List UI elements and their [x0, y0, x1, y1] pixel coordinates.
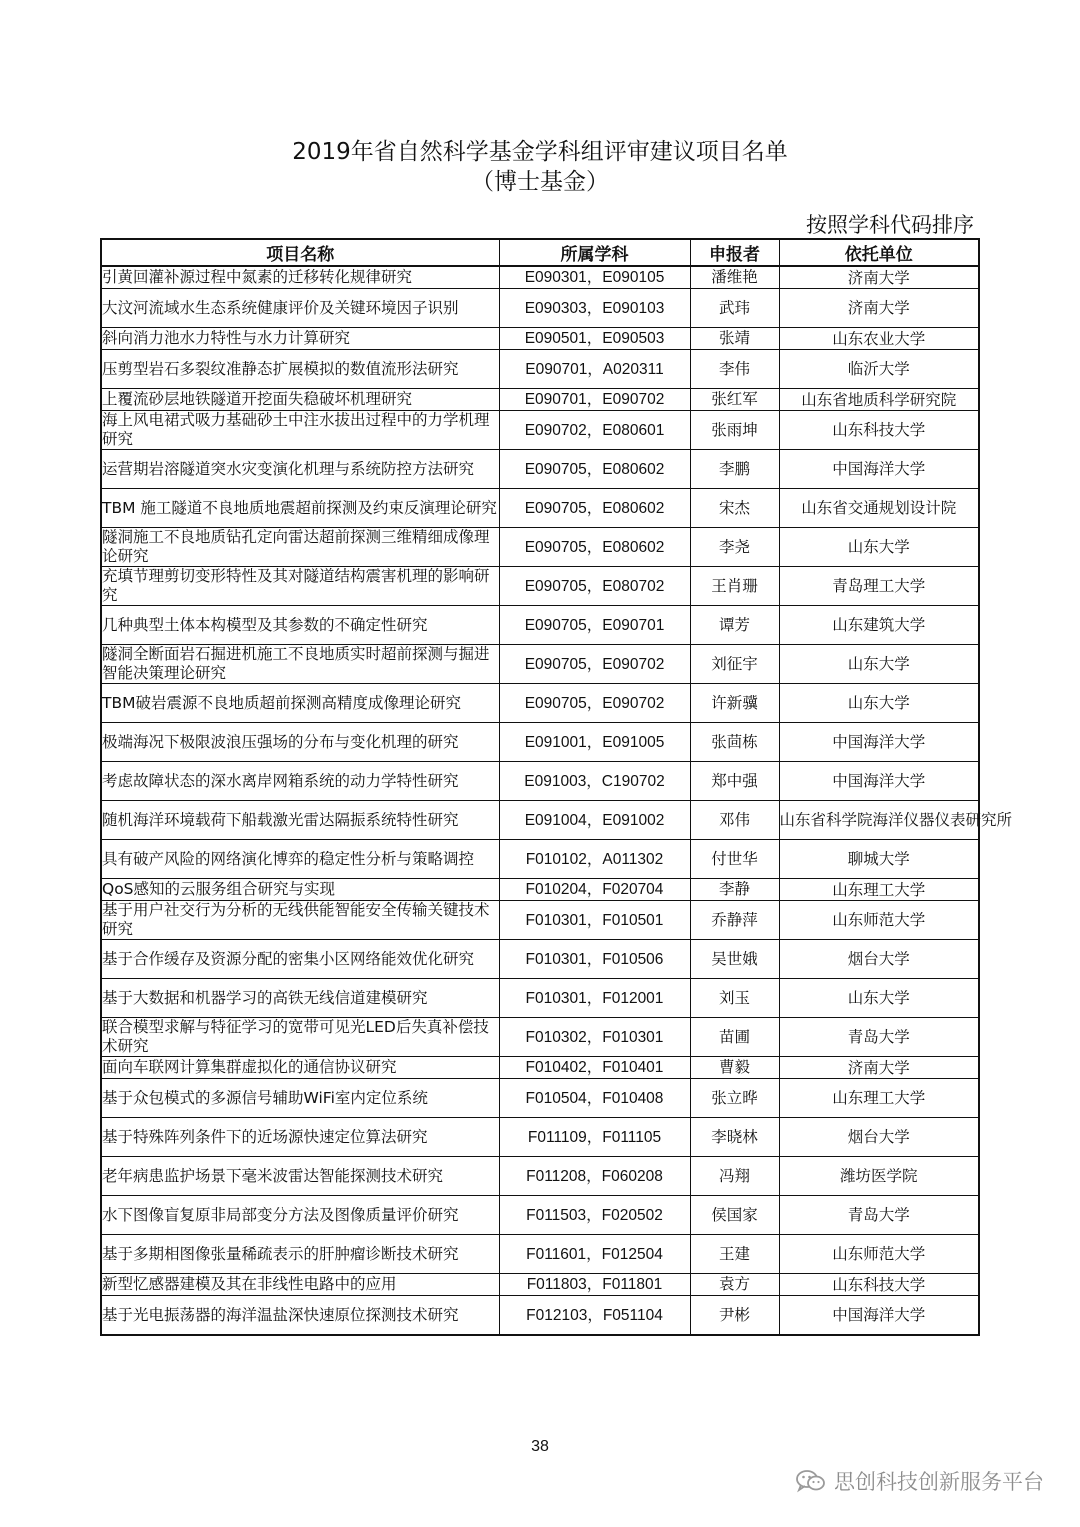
subject-code-cell: E090301，E090105	[499, 266, 690, 289]
unit-cell	[779, 1296, 979, 1336]
unit-cell-text: 山东大学	[847, 655, 910, 673]
unit-cell-text: 烟台大学	[847, 950, 910, 968]
applicant-cell: 侯国家	[690, 1196, 779, 1235]
unit-cell	[779, 350, 979, 389]
unit-cell	[779, 1018, 979, 1057]
subject-code-cell: F010302，F010301	[499, 1018, 690, 1057]
table-row	[101, 901, 979, 940]
project-name-cell-text: 基于合作缓存及资源分配的密集小区网络能效优化研究	[102, 949, 475, 968]
unit-cell-text: 山东大学	[847, 538, 910, 556]
project-name-cell-text: 面向车联网计算集群虚拟化的通信协议研究	[102, 1058, 397, 1076]
applicant-cell: 刘征宇	[690, 645, 779, 684]
applicant-cell: 谭芳	[690, 606, 779, 645]
unit-cell	[779, 684, 979, 723]
applicant-cell: 李静	[690, 879, 779, 901]
header-applicant: 申报者	[690, 239, 779, 266]
unit-cell-text: 山东省科学院海洋仪器仪表研究所	[779, 811, 1013, 829]
subject-code-cell: E090701，E090702	[499, 389, 690, 411]
document-title: 2019年省自然科学基金学科组评审建议项目名单	[292, 139, 788, 165]
project-name-cell	[101, 1196, 499, 1235]
project-name-cell-text: 隧洞全断面岩石掘进机施工不良地质实时超前探测与掘进智能决策理论研究	[102, 645, 490, 682]
unit-cell-text: 中国海洋大学	[832, 733, 926, 751]
unit-cell	[779, 1118, 979, 1157]
project-name-cell	[101, 328, 499, 350]
unit-cell	[779, 840, 979, 879]
unit-cell-text: 济南大学	[847, 1058, 910, 1077]
header-unit: 依托单位	[779, 239, 979, 266]
subject-code-cell: E090501，E090503	[499, 328, 690, 350]
project-name-cell	[101, 1118, 499, 1157]
header-project-name: 项目名称	[101, 239, 499, 266]
unit-cell-text: 山东大学	[847, 694, 910, 712]
project-name-cell-text: QoS感知的云服务组合研究与实现	[102, 880, 336, 898]
page-number: 38	[531, 1438, 549, 1455]
applicant-cell: 李伟	[690, 350, 779, 389]
project-name-cell-text: 几种典型土体本构模型及其参数的不确定性研究	[102, 615, 428, 634]
applicant-cell: 潘维艳	[690, 266, 779, 289]
table-row	[101, 1018, 979, 1057]
unit-cell-text: 中国海洋大学	[832, 460, 926, 478]
project-name-cell	[101, 1018, 499, 1057]
project-name-cell-text: 考虑故障状态的深水离岸网箱系统的动力学特性研究	[102, 771, 459, 790]
project-name-cell-text: 基于多期相图像张量稀疏表示的肝肿瘤诊断技术研究	[102, 1244, 459, 1263]
project-name-cell-text: TBM破岩震源不良地质超前探测高精度成像理论研究	[102, 693, 461, 712]
applicant-cell: 张雨坤	[690, 411, 779, 450]
subject-code-cell: F011109，F011105	[499, 1118, 690, 1157]
applicant-cell: 张立晔	[690, 1079, 779, 1118]
applicant-cell: 刘玉	[690, 979, 779, 1018]
unit-cell	[779, 606, 979, 645]
applicant-cell: 李尧	[690, 528, 779, 567]
unit-cell	[779, 1057, 979, 1079]
project-name-cell	[101, 1157, 499, 1196]
project-name-cell	[101, 879, 499, 901]
table-row	[101, 450, 979, 489]
header-subject: 所属学科	[499, 239, 690, 266]
unit-cell	[779, 489, 979, 528]
table-row	[101, 723, 979, 762]
project-name-cell	[101, 350, 499, 389]
subject-code-cell: F010204，F020704	[499, 879, 690, 901]
unit-cell	[779, 979, 979, 1018]
applicant-cell: 武玮	[690, 289, 779, 328]
unit-cell-text: 青岛大学	[847, 1206, 910, 1224]
table-row	[101, 645, 979, 684]
table-header-row	[101, 239, 979, 266]
project-name-cell	[101, 489, 499, 528]
project-name-cell-text: 运营期岩溶隧道突水灾变演化机理与系统防控方法研究	[102, 459, 475, 478]
unit-cell-text: 山东师范大学	[832, 1245, 926, 1263]
project-name-cell-text: 随机海洋环境载荷下船载激光雷达隔振系统特性研究	[102, 810, 459, 829]
project-name-cell-text: 基于用户社交行为分析的无线供能智能安全传输关键技术研究	[102, 901, 490, 938]
unit-cell	[779, 879, 979, 901]
applicant-cell: 张茴栋	[690, 723, 779, 762]
applicant-cell: 王建	[690, 1235, 779, 1274]
project-name-cell	[101, 266, 499, 289]
table-row	[101, 762, 979, 801]
project-name-cell	[101, 1057, 499, 1079]
subject-code-cell: E091001，E091005	[499, 723, 690, 762]
project-name-cell	[101, 606, 499, 645]
unit-cell	[779, 1274, 979, 1296]
table-row	[101, 940, 979, 979]
project-name-cell-text: 联合模型求解与特征学习的宽带可见光LED后失真补偿技术研究	[102, 1018, 489, 1055]
table-row	[101, 489, 979, 528]
table-row	[101, 1157, 979, 1196]
project-name-cell	[101, 1235, 499, 1274]
table-row	[101, 567, 979, 606]
table-row	[101, 684, 979, 723]
subject-code-cell: E090705，E080602	[499, 528, 690, 567]
applicant-cell: 宋杰	[690, 489, 779, 528]
applicant-cell: 吴世娥	[690, 940, 779, 979]
unit-cell-text: 山东建筑大学	[832, 616, 926, 634]
watermark-text: 思创科技创新服务平台	[834, 1470, 1044, 1494]
applicant-cell: 郑中强	[690, 762, 779, 801]
applicant-cell: 王肖珊	[690, 567, 779, 606]
project-name-cell-text: 具有破产风险的网络演化博弈的稳定性分析与策略调控	[102, 849, 475, 868]
unit-cell-text: 青岛理工大学	[832, 577, 926, 595]
unit-cell	[779, 801, 1013, 840]
table-row	[101, 979, 979, 1018]
project-name-cell-text: TBM 施工隧道不良地质地震超前探测及约束反演理论研究	[102, 498, 497, 517]
subject-code-cell: F011503，F020502	[499, 1196, 690, 1235]
unit-cell-text: 济南大学	[847, 299, 910, 317]
subject-code-cell: E090705，E080602	[499, 489, 690, 528]
subject-code-cell: E090705，E080602	[499, 450, 690, 489]
project-name-cell	[101, 762, 499, 801]
project-name-cell	[101, 940, 499, 979]
subject-code-cell: F010102，A011302	[499, 840, 690, 879]
unit-cell	[779, 1235, 979, 1274]
applicant-cell: 付世华	[690, 840, 779, 879]
subject-code-cell: F010301，F010506	[499, 940, 690, 979]
project-name-cell-text: 隧洞施工不良地质钻孔定向雷达超前探测三维精细成像理论研究	[102, 528, 490, 565]
unit-cell-text: 中国海洋大学	[832, 1306, 926, 1324]
project-name-cell-text: 大汶河流域水生态系统健康评价及关键环境因子识别	[102, 298, 459, 317]
applicant-cell: 李晓林	[690, 1118, 779, 1157]
table-row	[101, 1118, 979, 1157]
table-row	[101, 389, 979, 411]
project-name-cell	[101, 389, 499, 411]
table-row	[101, 801, 979, 840]
subject-code-cell: E091004，E091002	[499, 801, 690, 840]
subject-code-cell: F011601，F012504	[499, 1235, 690, 1274]
unit-cell-text: 聊城大学	[847, 850, 910, 868]
unit-cell	[779, 450, 979, 489]
project-name-cell-text: 斜向消力池水力特性与水力计算研究	[102, 329, 351, 347]
applicant-cell: 曹毅	[690, 1057, 779, 1079]
unit-cell-text: 山东理工大学	[832, 880, 926, 899]
sort-note: 按照学科代码排序	[806, 213, 974, 237]
project-name-cell-text: 引黄回灌补源过程中氮素的迁移转化规律研究	[102, 268, 413, 286]
table-row	[101, 1296, 979, 1336]
subject-code-cell: F010402，F010401	[499, 1057, 690, 1079]
document-subtitle: （博士基金）	[471, 169, 609, 195]
table-body	[101, 266, 1013, 1335]
unit-cell	[779, 901, 979, 940]
project-name-cell	[101, 1079, 499, 1118]
table-row	[101, 840, 979, 879]
unit-cell-text: 青岛大学	[847, 1028, 910, 1046]
project-name-cell	[101, 1274, 499, 1296]
unit-cell-text: 中国海洋大学	[832, 772, 926, 790]
unit-cell-text: 山东科技大学	[832, 1275, 926, 1294]
project-name-cell	[101, 411, 499, 450]
subject-code-cell: F011803，F011801	[499, 1274, 690, 1296]
applicant-cell: 冯翔	[690, 1157, 779, 1196]
unit-cell	[779, 528, 979, 567]
table-row	[101, 1057, 979, 1079]
project-table	[100, 238, 1013, 1336]
project-name-cell-text: 水下图像盲复原非局部变分方法及图像质量评价研究	[102, 1205, 459, 1224]
subject-code-cell: F011208，F060208	[499, 1157, 690, 1196]
subject-code-cell: F010504，F010408	[499, 1079, 690, 1118]
project-name-cell	[101, 645, 499, 684]
wechat-icon	[796, 1469, 826, 1493]
project-name-cell-text: 基于大数据和机器学习的高铁无线信道建模研究	[102, 988, 428, 1007]
unit-cell	[779, 328, 979, 350]
unit-cell	[779, 1079, 979, 1118]
project-name-cell-text: 基于众包模式的多源信号辅助WiFi室内定位系统	[102, 1088, 428, 1107]
project-name-cell-text: 海上风电裙式吸力基础砂土中注水拔出过程中的力学机理研究	[102, 411, 490, 448]
table-row	[101, 350, 979, 389]
unit-cell	[779, 1157, 979, 1196]
project-name-cell-text: 老年病患监护场景下毫米波雷达智能探测技术研究	[102, 1166, 444, 1185]
table-row	[101, 1079, 979, 1118]
table-row	[101, 1274, 979, 1296]
unit-cell	[779, 411, 979, 450]
unit-cell	[779, 567, 979, 606]
unit-cell	[779, 645, 979, 684]
project-name-cell	[101, 723, 499, 762]
watermark	[796, 1466, 1044, 1496]
project-name-cell	[101, 979, 499, 1018]
unit-cell	[779, 266, 979, 289]
unit-cell-text: 烟台大学	[847, 1128, 910, 1146]
applicant-cell: 张红军	[690, 389, 779, 411]
unit-cell-text: 山东大学	[847, 989, 910, 1007]
project-name-cell	[101, 567, 499, 606]
unit-cell	[779, 389, 979, 411]
unit-cell	[779, 762, 979, 801]
project-name-cell	[101, 901, 499, 940]
applicant-cell: 张靖	[690, 328, 779, 350]
table-row	[101, 411, 979, 450]
subject-code-cell: F010301，F012001	[499, 979, 690, 1018]
project-name-cell-text: 充填节理剪切变形特性及其对隧道结构震害机理的影响研究	[102, 567, 490, 604]
unit-cell-text: 山东省地质科学研究院	[801, 390, 957, 409]
subject-code-cell: F012103，F051104	[499, 1296, 690, 1336]
subject-code-cell: E090303，E090103	[499, 289, 690, 328]
project-name-cell	[101, 528, 499, 567]
project-name-cell	[101, 1296, 499, 1336]
subject-code-cell: E090702，E080601	[499, 411, 690, 450]
subject-code-cell: E090705，E090701	[499, 606, 690, 645]
subject-code-cell: E090705，E090702	[499, 645, 690, 684]
project-name-cell-text: 基于光电振荡器的海洋温盐深快速原位探测技术研究	[102, 1305, 459, 1324]
subject-code-cell: F010301，F010501	[499, 901, 690, 940]
unit-cell-text: 山东理工大学	[832, 1089, 926, 1107]
project-name-cell-text: 上覆流砂层地铁隧道开挖面失稳破坏机理研究	[102, 390, 413, 408]
subject-code-cell: E090705，E090702	[499, 684, 690, 723]
table-row	[101, 879, 979, 901]
subject-code-cell: E091003，C190702	[499, 762, 690, 801]
unit-cell	[779, 289, 979, 328]
table-row	[101, 606, 979, 645]
table-row	[101, 1196, 979, 1235]
unit-cell	[779, 940, 979, 979]
project-name-cell	[101, 801, 499, 840]
project-name-cell-text: 基于特殊阵列条件下的近场源快速定位算法研究	[102, 1127, 428, 1146]
subject-code-cell: E090705，E080702	[499, 567, 690, 606]
table-row	[101, 266, 979, 289]
project-name-cell	[101, 684, 499, 723]
project-name-cell	[101, 840, 499, 879]
project-name-cell-text: 新型忆感器建模及其在非线性电路中的应用	[102, 1275, 397, 1293]
applicant-cell: 李鹏	[690, 450, 779, 489]
applicant-cell: 苗圃	[690, 1018, 779, 1057]
table-row	[101, 289, 979, 328]
unit-cell-text: 山东农业大学	[832, 329, 926, 348]
project-name-cell	[101, 289, 499, 328]
unit-cell-text: 潍坊医学院	[839, 1167, 918, 1185]
applicant-cell: 尹彬	[690, 1296, 779, 1336]
project-name-cell	[101, 450, 499, 489]
unit-cell	[779, 723, 979, 762]
unit-cell-text: 山东科技大学	[832, 421, 926, 439]
table-row	[101, 528, 979, 567]
applicant-cell: 乔静萍	[690, 901, 779, 940]
unit-cell-text: 山东省交通规划设计院	[801, 499, 957, 517]
project-name-cell-text: 极端海况下极限波浪压强场的分布与变化机理的研究	[102, 732, 459, 751]
project-name-cell-text: 压剪型岩石多裂纹准静态扩展模拟的数值流形法研究	[102, 359, 459, 378]
unit-cell-text: 临沂大学	[847, 360, 910, 378]
applicant-cell: 邓伟	[690, 801, 779, 840]
unit-cell	[779, 1196, 979, 1235]
table-row	[101, 328, 979, 350]
unit-cell-text: 济南大学	[847, 268, 910, 287]
applicant-cell: 袁方	[690, 1274, 779, 1296]
applicant-cell: 许新骥	[690, 684, 779, 723]
subject-code-cell: E090701，A020311	[499, 350, 690, 389]
table-row	[101, 1235, 979, 1274]
unit-cell-text: 山东师范大学	[832, 911, 926, 929]
